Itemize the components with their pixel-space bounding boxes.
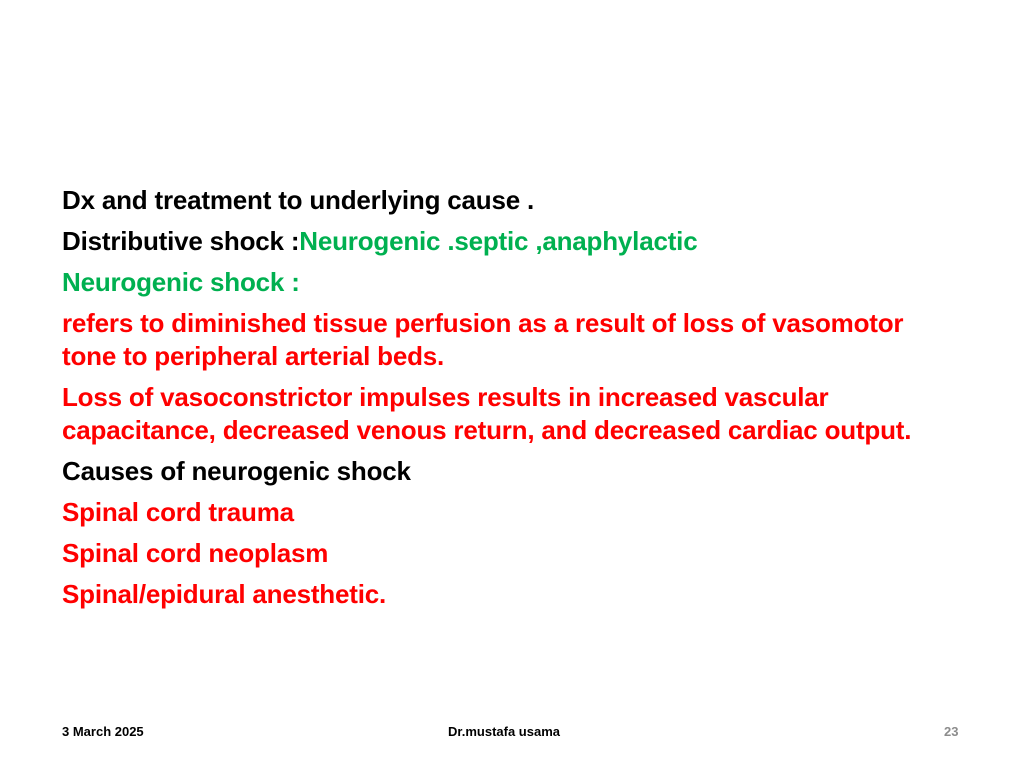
causes-heading-text: Causes of neurogenic shock [62, 456, 411, 486]
neurogenic-heading [62, 266, 962, 299]
definition-text: refers to diminished tissue perfusion as a result of loss of vasomotor tone to peripheral arterial beds. [62, 308, 904, 371]
distributive-types: Neurogenic .septic ,anaphylactic [299, 226, 698, 256]
footer-author: Dr.mustafa usama [448, 724, 560, 739]
cause-item-text: Spinal/epidural anesthetic. [62, 579, 387, 609]
mechanism-text: Loss of vasoconstrictor impulses results in increased vascular capacitance, decreased venous return, and decreased cardiac output. [62, 382, 912, 445]
footer-date: 3 March 2025 [62, 724, 144, 739]
mechanism-paragraph [62, 381, 962, 447]
cause-item-text: Spinal cord trauma [62, 497, 294, 527]
cause-item-text: Spinal cord neoplasm [62, 538, 329, 568]
page-number: 23 [944, 724, 959, 739]
definition-paragraph [62, 307, 962, 373]
dx-text: Dx and treatment to underlying cause . [62, 185, 535, 215]
cause-item [62, 537, 962, 570]
distributive-line [62, 225, 962, 258]
slide-body [62, 184, 962, 619]
cause-item [62, 578, 962, 611]
distributive-label: Distributive shock : [62, 226, 300, 256]
neurogenic-heading-text: Neurogenic shock : [62, 267, 300, 297]
causes-heading [62, 455, 962, 488]
cause-item [62, 496, 962, 529]
dx-line [62, 184, 962, 217]
